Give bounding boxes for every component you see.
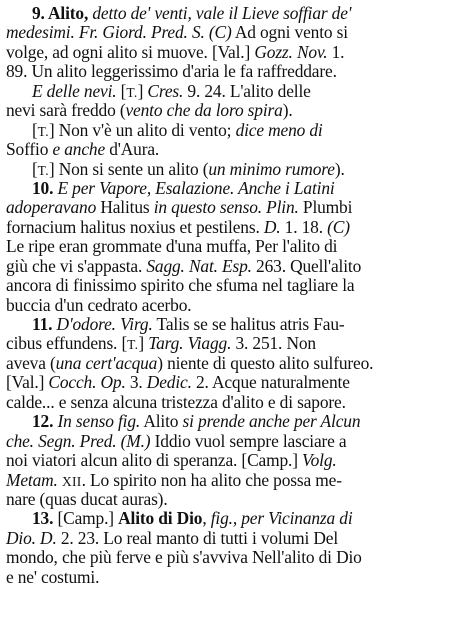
text-line xyxy=(6,568,468,587)
text-line xyxy=(6,43,468,62)
dictionary-entry-text xyxy=(6,4,468,587)
text-segment: D. xyxy=(263,216,281,237)
text-segment: ). xyxy=(334,158,345,179)
text-segment: 2. 23. Lo real manto di tutti i volumi Del xyxy=(56,527,339,548)
text-line xyxy=(6,121,468,140)
text-line xyxy=(6,257,468,276)
text-segment: T. xyxy=(127,337,139,353)
text-segment: in questo senso. Plin. xyxy=(153,197,299,218)
text-segment: Ad ogni vento si xyxy=(231,22,348,43)
text-segment: Dio. D. xyxy=(6,527,57,548)
text-segment: aveva ( xyxy=(6,352,56,373)
text-line xyxy=(6,237,468,256)
text-segment: Alito xyxy=(140,411,183,432)
text-segment: ). xyxy=(282,100,293,121)
text-segment: Sagg. Nat. Esp. xyxy=(146,255,252,276)
text-segment: Metam. xyxy=(6,469,58,490)
text-segment: , xyxy=(202,508,211,529)
text-line xyxy=(6,62,468,81)
text-line xyxy=(6,334,468,353)
text-line xyxy=(6,393,468,412)
text-line xyxy=(6,23,468,42)
text-segment: e anche xyxy=(52,139,106,160)
text-segment: Volg. xyxy=(302,450,337,471)
text-segment: Targ. Viagg. xyxy=(148,333,232,354)
text-segment: che. Segn. Pred. (M.) xyxy=(6,430,151,451)
text-segment: detto de' venti, vale il Lieve soffiar de' xyxy=(92,3,352,23)
text-segment: fornacium halitus noxius et pestilens. xyxy=(6,216,264,237)
text-segment: nevi sarà freddo ( xyxy=(6,100,126,121)
text-line xyxy=(6,179,468,198)
text-segment: volge, ad ogni alito si muove. [Val.] xyxy=(6,41,255,62)
text-segment: 1. xyxy=(327,41,345,62)
text-segment: medesimi. Fr. Giord. Pred. S. (C) xyxy=(6,22,232,43)
text-segment: [Camp.] xyxy=(53,508,119,529)
text-segment: [ xyxy=(116,80,127,101)
text-segment: ) niente di questo alito sulfureo. xyxy=(157,352,374,373)
text-segment: un minimo rumore xyxy=(208,158,335,179)
text-line xyxy=(6,373,468,392)
text-line xyxy=(6,4,468,23)
text-line xyxy=(6,296,468,315)
text-segment: 2. Acque naturalmente xyxy=(191,372,350,393)
text-segment: ancora di finissimo spirito che sfuma nel tagliare la xyxy=(6,275,355,296)
text-line xyxy=(6,218,468,237)
text-segment: Halitus xyxy=(96,197,154,218)
text-segment: D'odore. Virg. xyxy=(56,314,153,334)
text-segment: 10. xyxy=(32,177,58,198)
text-segment: 263. Quell'alito xyxy=(251,255,362,276)
text-line xyxy=(6,412,468,431)
text-segment: [Val.] xyxy=(6,372,49,393)
text-segment: dice meno di xyxy=(235,119,323,140)
text-segment: T. xyxy=(126,84,138,100)
text-segment: buccia d'un cedrato acerbo. xyxy=(6,294,192,315)
text-segment: Plumbi xyxy=(298,197,353,218)
text-line xyxy=(6,276,468,295)
text-line xyxy=(6,101,468,120)
text-segment: vento che da loro spira xyxy=(125,100,283,121)
text-line xyxy=(6,198,468,217)
text-segment: 9. 24. L'alito delle xyxy=(183,80,311,101)
text-segment: (C) xyxy=(327,216,350,237)
text-segment: 12. xyxy=(32,411,58,432)
text-segment: 89. Un alito leggerissimo d'aria le fa raffreddare. xyxy=(6,61,337,82)
text-line xyxy=(6,490,468,509)
text-segment: E delle nevi. xyxy=(32,80,117,101)
text-segment: [ xyxy=(32,119,38,140)
text-segment: una cert'acqua xyxy=(55,352,158,373)
text-segment: calde... e senza alcuna tristezza d'alito e di sapore. xyxy=(6,391,346,412)
text-segment: e ne' costumi. xyxy=(6,566,100,587)
text-segment: XII xyxy=(61,473,82,489)
text-segment: cibus effundens. [ xyxy=(6,333,128,354)
text-segment: Talis se se halitus atris Fau- xyxy=(152,314,345,334)
text-segment: T. xyxy=(37,162,49,178)
text-segment: 3. 251. Non xyxy=(231,333,316,354)
text-segment: ] Non si sente un alito ( xyxy=(48,158,209,179)
text-segment: adoperavano xyxy=(6,197,97,218)
text-line xyxy=(6,354,468,373)
text-segment: 9. Alito, xyxy=(32,3,93,23)
text-segment: Dedic. xyxy=(146,372,192,393)
text-segment: T. xyxy=(37,123,49,139)
text-line xyxy=(6,548,468,567)
text-line xyxy=(6,160,468,179)
text-line xyxy=(6,82,468,101)
text-line xyxy=(6,432,468,451)
text-segment: In senso fig. xyxy=(57,411,141,432)
text-segment: noi viatori alcun alito di speranza. [Camp.] xyxy=(6,450,303,471)
text-segment: [ xyxy=(32,158,38,179)
text-line xyxy=(6,529,468,548)
text-segment: E per Vapore, Esalazione. Anche i Latini xyxy=(57,177,335,198)
text-line xyxy=(6,140,468,159)
text-segment: Cocch. Op. xyxy=(48,372,126,393)
text-line xyxy=(6,509,468,528)
text-segment: 13. xyxy=(32,508,54,529)
text-segment: ] Non v'è un alito di vento; xyxy=(48,119,236,140)
text-segment: . Lo spirito non ha alito che possa me- xyxy=(81,469,342,490)
text-segment: 1. 18. xyxy=(280,216,328,237)
text-segment: Iddio vuol sempre lasciare a xyxy=(150,430,347,451)
text-segment: si prende anche per Alcun xyxy=(182,411,361,432)
text-segment: Alito di Dio xyxy=(118,508,203,529)
text-segment: Gozz. Nov. xyxy=(254,41,328,62)
text-segment: Cres. xyxy=(147,80,184,101)
text-segment: ] xyxy=(138,333,149,354)
text-segment: mondo, che più ferve e più s'avviva Nell'alito di Dio xyxy=(6,547,362,568)
text-segment: giù che vi s'appasta. xyxy=(6,255,147,276)
text-segment: fig., per Vicinanza di xyxy=(210,508,353,529)
text-segment: Le ripe eran grommate d'una muffa, Per l'alito di xyxy=(6,236,338,257)
text-segment: 11. xyxy=(32,314,57,334)
text-line xyxy=(6,471,468,490)
text-segment: 3. xyxy=(125,372,147,393)
text-segment: ] xyxy=(137,80,148,101)
text-segment: d'Aura. xyxy=(105,139,160,160)
text-line xyxy=(6,451,468,470)
text-line xyxy=(6,315,468,334)
text-segment: Soffio xyxy=(6,139,53,160)
text-segment: nare (quas ducat auras). xyxy=(6,488,168,509)
